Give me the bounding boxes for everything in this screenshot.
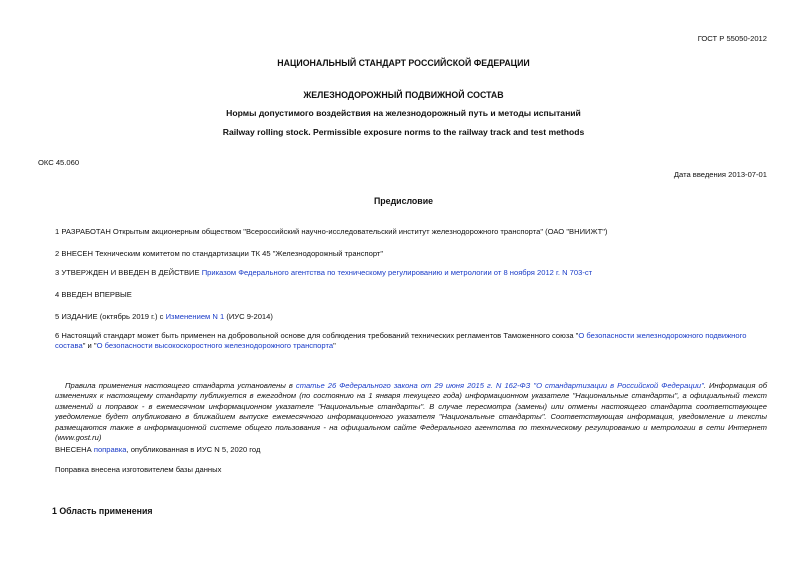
preface-item-6-mid: " и " — [82, 341, 97, 351]
oks-code: ОКС 45.060 — [38, 158, 80, 167]
amendment-note: Поправка внесена изготовителем базы данных — [55, 465, 222, 474]
correction-link[interactable]: поправка — [93, 445, 127, 454]
document-code: ГОСТ Р 55050-2012 — [697, 34, 767, 43]
document-title: ЖЕЛЕЗНОДОРОЖНЫЙ ПОДВИЖНОЙ СОСТАВ — [303, 90, 504, 100]
amendment-notice-text: ВНЕСЕНА — [55, 445, 94, 454]
amendment-notice-tail: , опубликованная в ИУС N 5, 2020 год — [126, 445, 261, 454]
order-link[interactable]: Приказом Федерального агентства по техническому регулированию и метрологии от 8 ноября 2012 г. N 703-ст — [201, 268, 593, 277]
rules-text-end: . Информация об изменениях к настоящему стандарту публикуется в ежегодном (по состоянию на 1 января текущего года) информационном указателе "Национальные стандарты", а официальный текст изменений и поправок - в ежемесячном информационном указателе "Национальные стандарты". В случае пересмотра (замены) или отмены настоящего стандарта соответствующее уведомление будет опубликовано в ближайшем выпуске ежемесячного информационного указателя "Национальные стандарты". Соответствующая информация, уведомление и тексты размещаются также в информационной системе общего пользования - на официальном сайте Федерального агентства по техническому регулированию и метрологии в сети Интернет (www.gost.ru) — [55, 381, 767, 443]
high-speed-safety-link[interactable]: О безопасности высокоскоростного железнодорожного транспорта — [96, 341, 334, 351]
preface-item-5-text: 5 ИЗДАНИЕ (октябрь 2019 г.) с — [55, 312, 166, 321]
preface-item-2: 2 ВНЕСЕН Техническим комитетом по стандартизации ТК 45 "Железнодорожный транспорт" — [55, 249, 384, 258]
standard-type-heading: НАЦИОНАЛЬНЫЙ СТАНДАРТ РОССИЙСКОЙ ФЕДЕРАЦИИ — [277, 58, 530, 68]
preface-item-3-text: 3 УТВЕРЖДЕН И ВВЕДЕН В ДЕЙСТВИЕ — [55, 268, 202, 277]
preface-heading: Предисловие — [373, 196, 434, 206]
preface-item-5-tail: (ИУС 9-2014) — [224, 312, 273, 321]
preface-item-6 — [55, 331, 767, 352]
preface-item-1: 1 РАЗРАБОТАН Открытым акционерным обществом "Всероссийский научно-исследовательский институт железнодорожного транспорта" (ОАО "ВНИИЖТ") — [55, 227, 608, 236]
preface-item-6-text: 6 Настоящий стандарт может быть применен на добровольной основе для соблюдения требований технических регламентов Таможенного союза " — [55, 331, 579, 340]
introduction-date: Дата введения 2013-07-01 — [673, 170, 767, 179]
preface-item-5 — [55, 312, 767, 322]
document-title-english: Railway rolling stock. Permissible exposure norms to the railway track and test methods — [222, 127, 585, 137]
preface-item-4: 4 ВВЕДЕН ВПЕРВЫЕ — [55, 290, 132, 299]
section-1-heading: 1 Область применения — [52, 506, 153, 516]
rules-text-start: Правила применения настоящего стандарта установлены в — [65, 381, 296, 390]
amendment-1-link[interactable]: Изменением N 1 — [165, 312, 225, 321]
application-rules-paragraph — [55, 381, 767, 443]
preface-item-6-tail: " — [333, 341, 336, 351]
amendment-notice — [55, 445, 767, 455]
federal-law-link[interactable]: статье 26 Федерального закона от 29 июня 2015 г. N 162-ФЗ "О стандартизации в Российской Федерации" — [295, 381, 704, 390]
rolling-stock-safety-link[interactable]: О безопасности железнодорожного подвижного состава — [55, 331, 747, 351]
document-subtitle: Нормы допустимого воздействия на железнодорожный путь и методы испытаний — [226, 108, 581, 118]
preface-item-3 — [55, 268, 767, 278]
